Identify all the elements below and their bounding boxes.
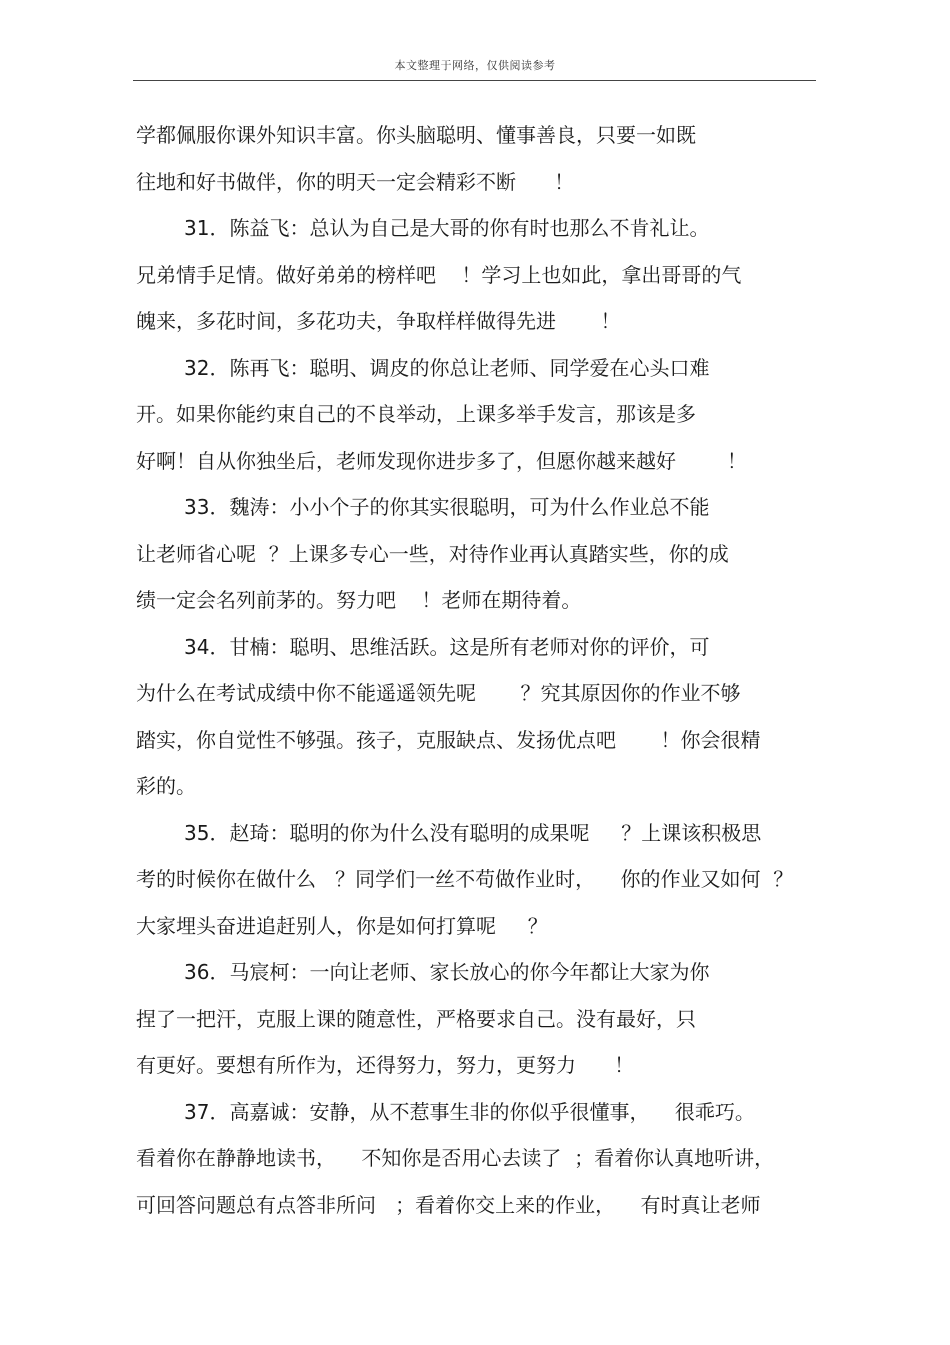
page-header: 本文整理于网络，仅供阅读参考 — [394, 59, 556, 72]
text-line: 学都佩服你课外知识丰富。你头脑聪明、懂事善良，只要一如既 — [136, 123, 696, 147]
text-line: 捏了一把汗，克服上课的随意性，严格要求自己。没有最好，只 — [136, 1006, 696, 1031]
text-line: 36．马宸柯：一向让老师、家长放心的你今年都让大家为你 — [184, 960, 710, 984]
text-line: 看着你在静静地读书， 不知你是否用心去读了 ；看着你认真地听讲， — [136, 1146, 775, 1170]
text-line: 踏实，你自觉性不够强。孩子，克服缺点、发扬优点吧 ！你会很精 — [136, 727, 761, 752]
text-line: 为什么在考试成绩中你不能遥遥领先呢 ？究其原因你的作业不够 — [136, 681, 741, 705]
text-line: 魄来，多花时间，多花功夫，争取样样做得先进 ！ — [136, 309, 621, 333]
text-line: 彩的。 — [136, 774, 196, 798]
text-line: 34．甘楠：聪明、思维活跃。这是所有老师对你的评价，可 — [184, 634, 710, 659]
text-line: 31．陈益飞：总认为自己是大哥的你有时也那么不肯礼让。 — [184, 216, 710, 240]
text-line: 37．高嘉诚：安静，从不惹事生非的你似乎很懂事， 很乖巧。 — [184, 1099, 755, 1124]
text-line: 可回答问题总有点答非所问 ；看着你交上来的作业， 有时真让老师 — [136, 1192, 761, 1217]
text-line: 兄弟情手足情。做好弟弟的榜样吧 ！学习上也如此，拿出哥哥的气 — [136, 262, 742, 287]
text-line: 33．魏涛：小小个子的你其实很聪明，可为什么作业总不能 — [184, 495, 710, 519]
text-line: 大家埋头奋进追赶别人，你是如何打算呢 ？ — [136, 913, 548, 938]
text-line: 有更好。要想有所作为，还得努力，努力，更努力 ！ — [136, 1053, 635, 1077]
text-line: 绩一定会名列前茅的。努力吧 ！老师在期待着。 — [136, 588, 582, 612]
text-line: 考的时候你在做什么 ？同学们一丝不苟做作业时， 你的作业又如何 ？ — [136, 867, 794, 891]
document-body — [136, 112, 836, 1228]
text-line: 让老师省心呢 ？上课多专心一些，对待作业再认真踏实些，你的成 — [136, 541, 729, 566]
text-line: 35．赵琦：聪明的你为什么没有聪明的成果呢 ？上课该积极思 — [184, 820, 762, 845]
text-line: 好啊！自从你独坐后，老师发现你进步多了，但愿你越来越好 ！ — [136, 448, 747, 473]
header-divider — [133, 80, 816, 81]
text-line: 32．陈再飞：聪明、调皮的你总让老师、同学爱在心头口难 — [184, 355, 710, 380]
text-line: 开。如果你能约束自己的不良举动，上课多举手发言，那该是多 — [136, 402, 696, 426]
text-line: 往地和好书做伴，你的明天一定会精彩不断 ！ — [136, 169, 575, 194]
